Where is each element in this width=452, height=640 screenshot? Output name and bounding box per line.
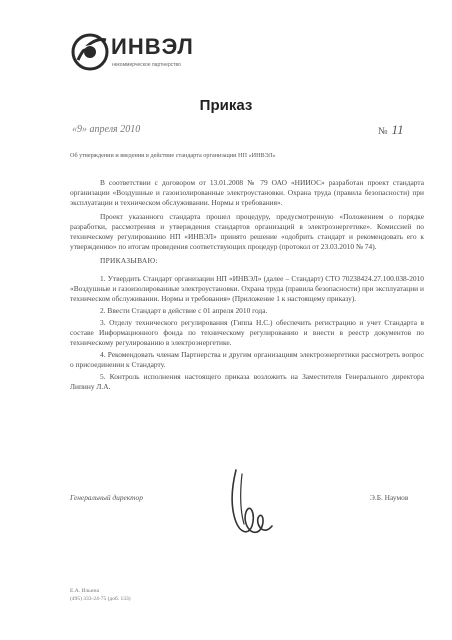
order-item: 3. Отделу технического регулирования (Гиппа Н.С.) обеспечить регистрацию и учет Стандарта в составе Информационного фонда по техническому регулированию и внести в реестр документов по техническому регулированию в электроэнергетике. <box>70 318 424 347</box>
body-paragraph: Проект указанного стандарта прошел процедуру, предусмотренную «Положением о порядке разработки, рассмотрения и утверждения стандартов организаций в электроэнергетике». Комиссией по техническому регулированию НП «ИНВЭЛ» принято решение «одобрить стандарт и рекомендовать его к утверждению» по итогам проведения соответствующих процедур (протокол от 23.03.2010 № 74). <box>70 212 424 251</box>
document-date: «9» апреля 2010 <box>72 124 141 135</box>
handwritten-signature <box>222 466 282 546</box>
executor-footer <box>70 587 131 603</box>
globe-logo-icon <box>70 30 110 74</box>
body-paragraph: В соответствии с договором от 13.01.2008 № 79 ОАО «НИИОС» разработан проект стандарта организации «Воздушные и газоизолированные электроустановки. Охрана труда (правила безопасности) при эксплуатации и техническом обслуживании. Нормы и требования». <box>70 178 424 207</box>
number-value: 11 <box>391 122 404 137</box>
signatory-name: Э.Б. Наумов <box>370 493 409 502</box>
order-item: 4. Рекомендовать членам Партнерства и другим организациям электроэнергетики рассмотреть вопрос о присоединении к Стандарту. <box>70 350 424 369</box>
executor-name: Е.А. Ильина <box>70 588 100 594</box>
number-label: № <box>378 126 388 137</box>
document-number <box>378 122 404 138</box>
document-subject: Об утверждении и введении в действие стандарта организации НП «ИНВЭЛ» <box>70 152 276 159</box>
order-item: 5. Контроль исполнения настоящего приказа возложить на Заместителя Генерального директора Липину Л.А. <box>70 372 424 391</box>
signatory-position: Генеральный директор <box>70 493 143 502</box>
document-body <box>70 178 424 394</box>
order-item: 1. Утвердить Стандарт организации НП «ИНВЭЛ» (далее – Стандарт) СТО 70238424.27.100.038-2010 «Воздушные и газоизолированные электроустановки. Охрана труда (правила безопасности) при эксплуатации и техническом обслуживании. Нормы и требования» (Приложение 1 к настоящему приказу). <box>70 274 424 303</box>
order-item: 2. Ввести Стандарт в действие с 01 апреля 2010 года. <box>100 306 268 315</box>
document-title: Приказ <box>199 97 253 114</box>
order-heading: ПРИКАЗЫВАЮ: <box>100 256 158 265</box>
logo-subtitle: некоммерческое партнерство <box>112 62 181 68</box>
company-logo <box>70 30 230 74</box>
logo-text: ИНВЭЛ <box>111 34 194 59</box>
executor-phone: (495) 333-24-75 (доб. 133) <box>70 596 131 602</box>
